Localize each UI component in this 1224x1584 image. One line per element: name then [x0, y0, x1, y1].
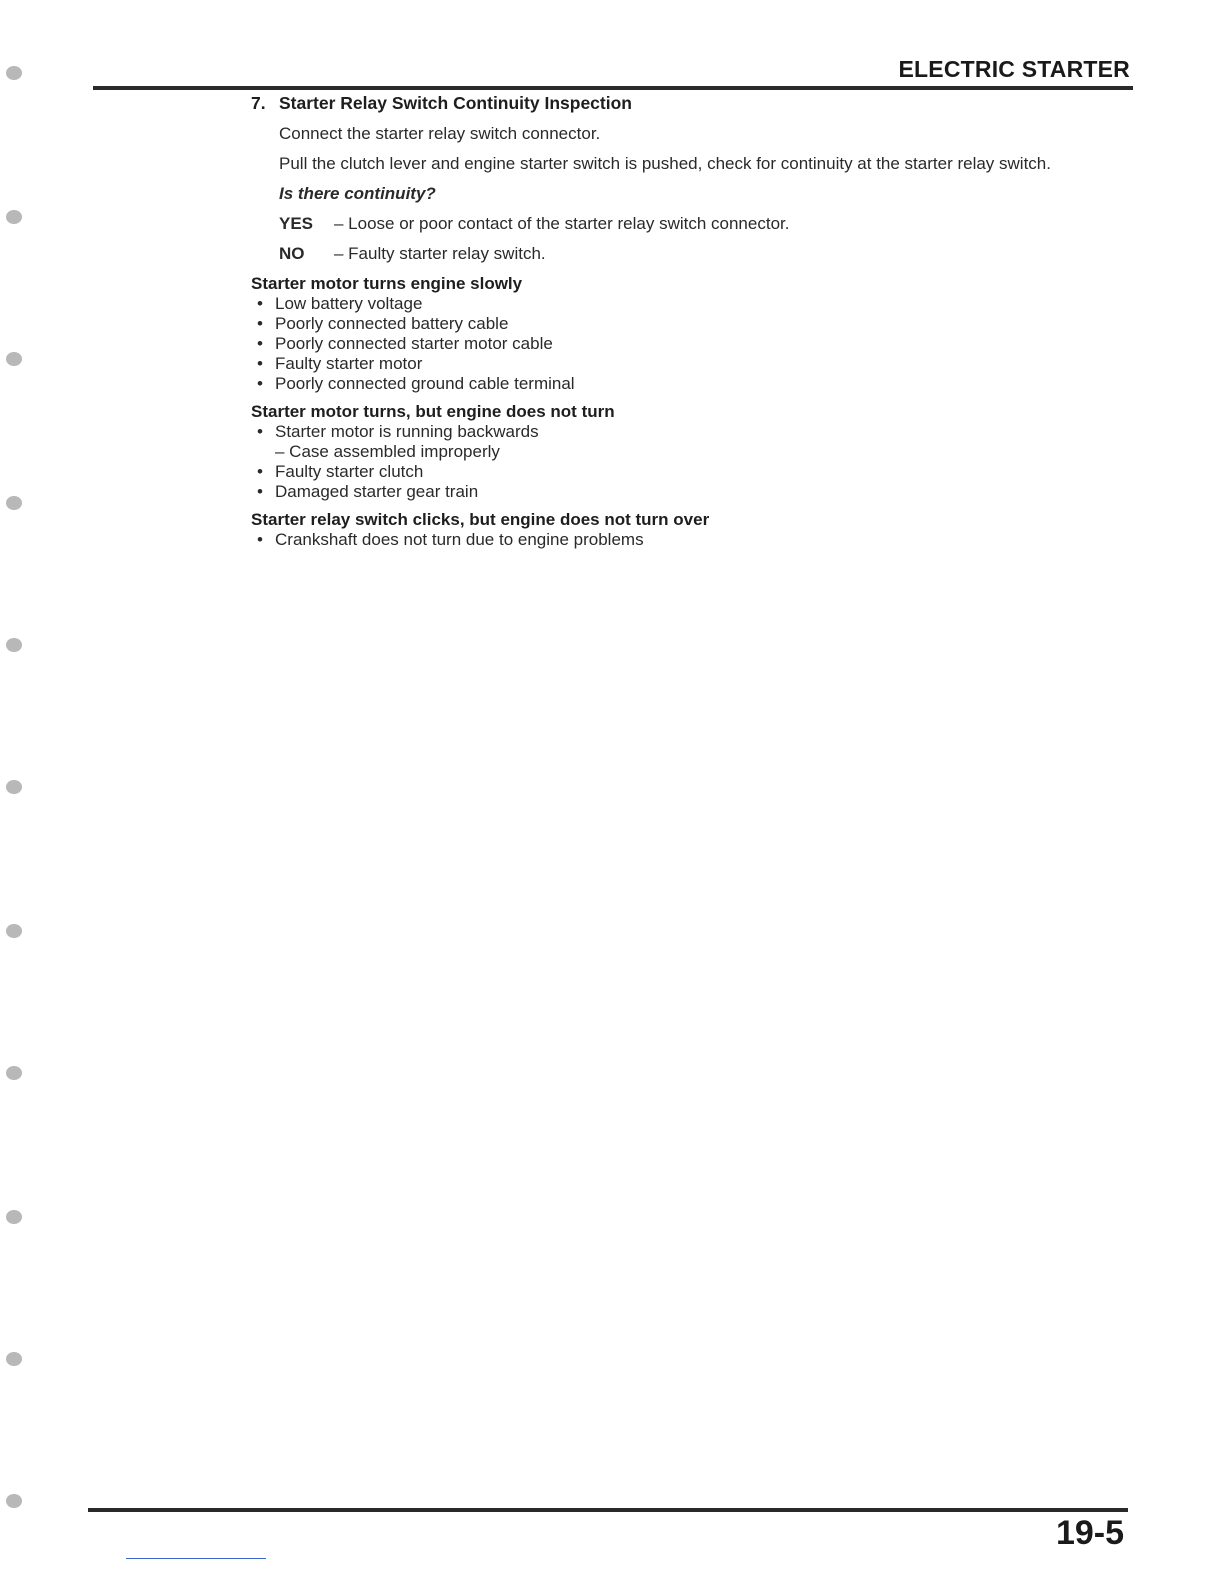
- footer-link-line: [126, 1558, 266, 1559]
- binder-hole: [6, 210, 22, 224]
- step-body: [279, 124, 1131, 264]
- symptom-heading: Starter motor turns, but engine does not turn: [251, 402, 615, 421]
- instruction: Pull the clutch lever and engine starter switch is pushed, check for continuity at the starter relay switch.: [279, 154, 1051, 173]
- step-number: 7.: [251, 93, 266, 113]
- list-subitem: – Case assembled improperly: [275, 442, 500, 461]
- list-item: • Faulty starter motor: [257, 354, 423, 373]
- answer-no: [279, 244, 1131, 264]
- binder-hole: [6, 1352, 22, 1366]
- list-item: • Crankshaft does not turn due to engine problems: [257, 530, 644, 549]
- cause-list: [251, 422, 1131, 502]
- page-content: [251, 93, 1131, 550]
- list-item: • Poorly connected battery cable: [257, 314, 509, 333]
- binder-hole: [6, 1066, 22, 1080]
- answer-yes: [279, 214, 1131, 234]
- answer-key: YES: [279, 214, 314, 233]
- binder-hole: [6, 638, 22, 652]
- footer-rule: [88, 1508, 1128, 1512]
- list-item: • Damaged starter gear train: [257, 482, 479, 501]
- cause-list: [251, 530, 1131, 550]
- answer-key: NO: [279, 244, 305, 263]
- binder-hole: [6, 924, 22, 938]
- binder-hole: [6, 1494, 22, 1508]
- list-item: • Low battery voltage: [257, 294, 423, 313]
- list-item: • Starter motor is running backwards: [257, 422, 539, 441]
- list-item: • Poorly connected starter motor cable: [257, 334, 553, 353]
- answer-text: – Loose or poor contact of the starter relay switch connector.: [334, 214, 790, 233]
- list-item: • Faulty starter clutch: [257, 462, 424, 481]
- step-title: Starter Relay Switch Continuity Inspection: [279, 93, 632, 113]
- symptom-group: [251, 510, 1131, 550]
- binder-hole: [6, 780, 22, 794]
- binder-hole: [6, 1210, 22, 1224]
- answer-text: – Faulty starter relay switch.: [334, 244, 546, 263]
- binder-hole: [6, 352, 22, 366]
- binder-hole: [6, 496, 22, 510]
- symptom-heading: Starter relay switch clicks, but engine does not turn over: [251, 510, 710, 529]
- symptom-heading: Starter motor turns engine slowly: [251, 274, 523, 293]
- step-heading: [251, 93, 1131, 114]
- symptom-group: [251, 274, 1131, 394]
- instruction: Connect the starter relay switch connector.: [279, 124, 601, 143]
- page-number: 19-5: [1055, 1514, 1124, 1552]
- list-item: • Poorly connected ground cable terminal: [257, 374, 575, 393]
- section-title: ELECTRIC STARTER: [898, 56, 1130, 82]
- binder-hole: [6, 66, 22, 80]
- symptom-group: [251, 402, 1131, 502]
- cause-list: [251, 294, 1131, 394]
- inspection-question: Is there continuity?: [279, 184, 436, 203]
- header-rule: [93, 86, 1133, 90]
